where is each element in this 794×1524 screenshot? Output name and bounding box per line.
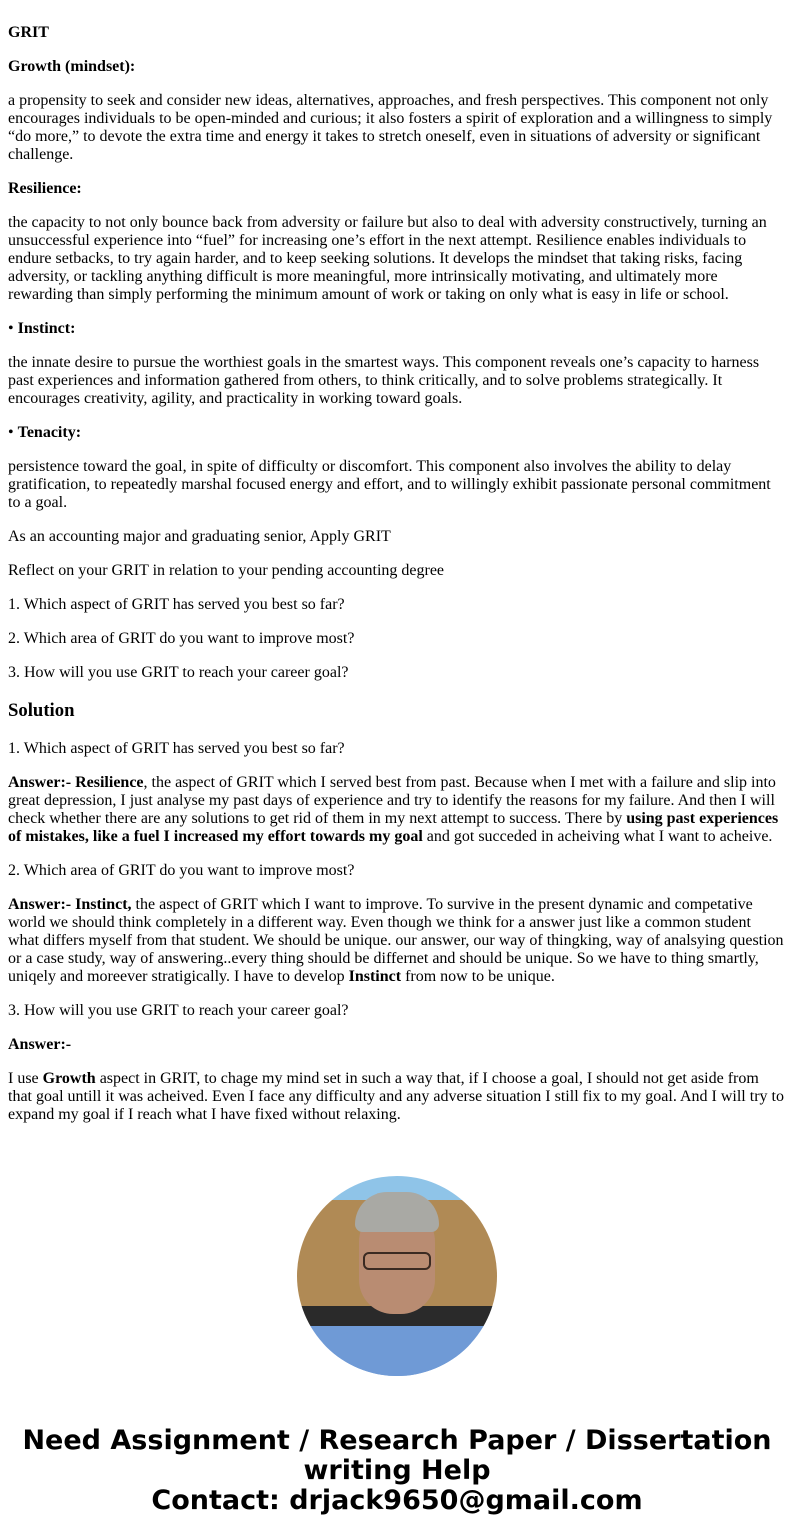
footer-ad (8, 1426, 786, 1516)
doc-title: GRIT (8, 24, 49, 41)
section-text: the innate desire to pursue the worthiest goals in the smartest ways. This component reveals one’s capacity to harness past experiences and information gathered from others, to think critically, and to solve problems strategically. It encourages creativity, agility, and practicality in working toward goals. (8, 354, 760, 407)
footer-contact: Contact: drjack9650@gmail.com (151, 1485, 643, 1516)
photo-container (8, 1176, 786, 1376)
footer-line-1: Need Assignment / Research Paper / Dissertation writing Help (22, 1425, 772, 1486)
question: 1. Which aspect of GRIT has served you best so far? (8, 596, 345, 613)
question: 2. Which area of GRIT do you want to improve most? (8, 862, 355, 879)
section-text: persistence toward the goal, in spite of difficulty or discomfort. This component also involves the ability to delay gratification, to repeatedly marshal focused energy and effort, and to willingly exhibit passionate personal commitment to a goal. (8, 458, 771, 511)
answer-2: Answer:- Instinct, the aspect of GRIT which I want to improve. To survive in the present dynamic and competative world we should think completely in a different way. Even though we think for a answer just like a common student what differs myself from that student. We should be unique. our answer, our way of thingking, way of analsying question or a case study, way of answering..every thing should be differnet and should be unique. So we have to thing smartly, uniqely and moreever stratigically. I have to develop Instinct from now to be unique. (8, 896, 784, 985)
question: 3. How will you use GRIT to reach your career goal? (8, 1002, 349, 1019)
section-text: a propensity to seek and consider new ideas, alternatives, approaches, and fresh perspectives. This component not only encourages individuals to be open-minded and curious; it also fosters a spirit of exploration and a willingness to simply “do more,” to devote the extra time and energy it takes to stretch oneself, even in situations of adversity or significant challenge. (8, 92, 773, 163)
photo-shirt (307, 1326, 487, 1376)
section-heading: • Instinct: (8, 320, 76, 337)
answer-1: Answer:- Resilience, the aspect of GRIT which I served best from past. Because when I met with a failure and slip into great depression, I just analyse my past days of experience and try to identify the reasons for my failure. And then I will check whether there are any solutions to get rid of them in my next attempt to success. There by using past experiences of mistakes, like a fuel I increased my effort towards my goal and got succeded in acheiving what I want to acheive. (8, 774, 779, 845)
answer-3-label: Answer:- (8, 1036, 72, 1053)
section-heading: • Tenacity: (8, 424, 82, 441)
prompt: As an accounting major and graduating senior, Apply GRIT (8, 528, 391, 545)
photo-glasses (363, 1252, 431, 1270)
section-heading: Resilience: (8, 180, 82, 197)
answer-3: I use Growth aspect in GRIT, to chage my mind set in such a way that, if I choose a goal, I should not get aside from that goal untill it was acheived. Even I face any difficulty and any adverse situation I still fix to my goal. And I will try to expand my goal if I reach what I have fixed without relaxing. (8, 1070, 784, 1123)
question: 1. Which aspect of GRIT has served you best so far? (8, 740, 345, 757)
solution-heading: Solution (8, 700, 75, 721)
reflect: Reflect on your GRIT in relation to your pending accounting degree (8, 562, 445, 579)
photo-hair (355, 1192, 439, 1232)
section-text: the capacity to not only bounce back from adversity or failure but also to deal with adversity constructively, turning an unsuccessful experience into “fuel” for increasing one’s effort in the next attempt. Resilience enables individuals to endure setbacks, to try again harder, and to keep seeking solutions. It develops the mindset that taking risks, facing adversity, or tackling anything difficult is more meaningful, more intrinsically motivating, and ultimately more rewarding than simply performing the minimum amount of work or taking on only what is easy in life or school. (8, 214, 767, 303)
question: 3. How will you use GRIT to reach your career goal? (8, 664, 349, 681)
section-heading: Growth (mindset): (8, 58, 136, 75)
question: 2. Which area of GRIT do you want to improve most? (8, 630, 355, 647)
author-photo (297, 1176, 497, 1376)
